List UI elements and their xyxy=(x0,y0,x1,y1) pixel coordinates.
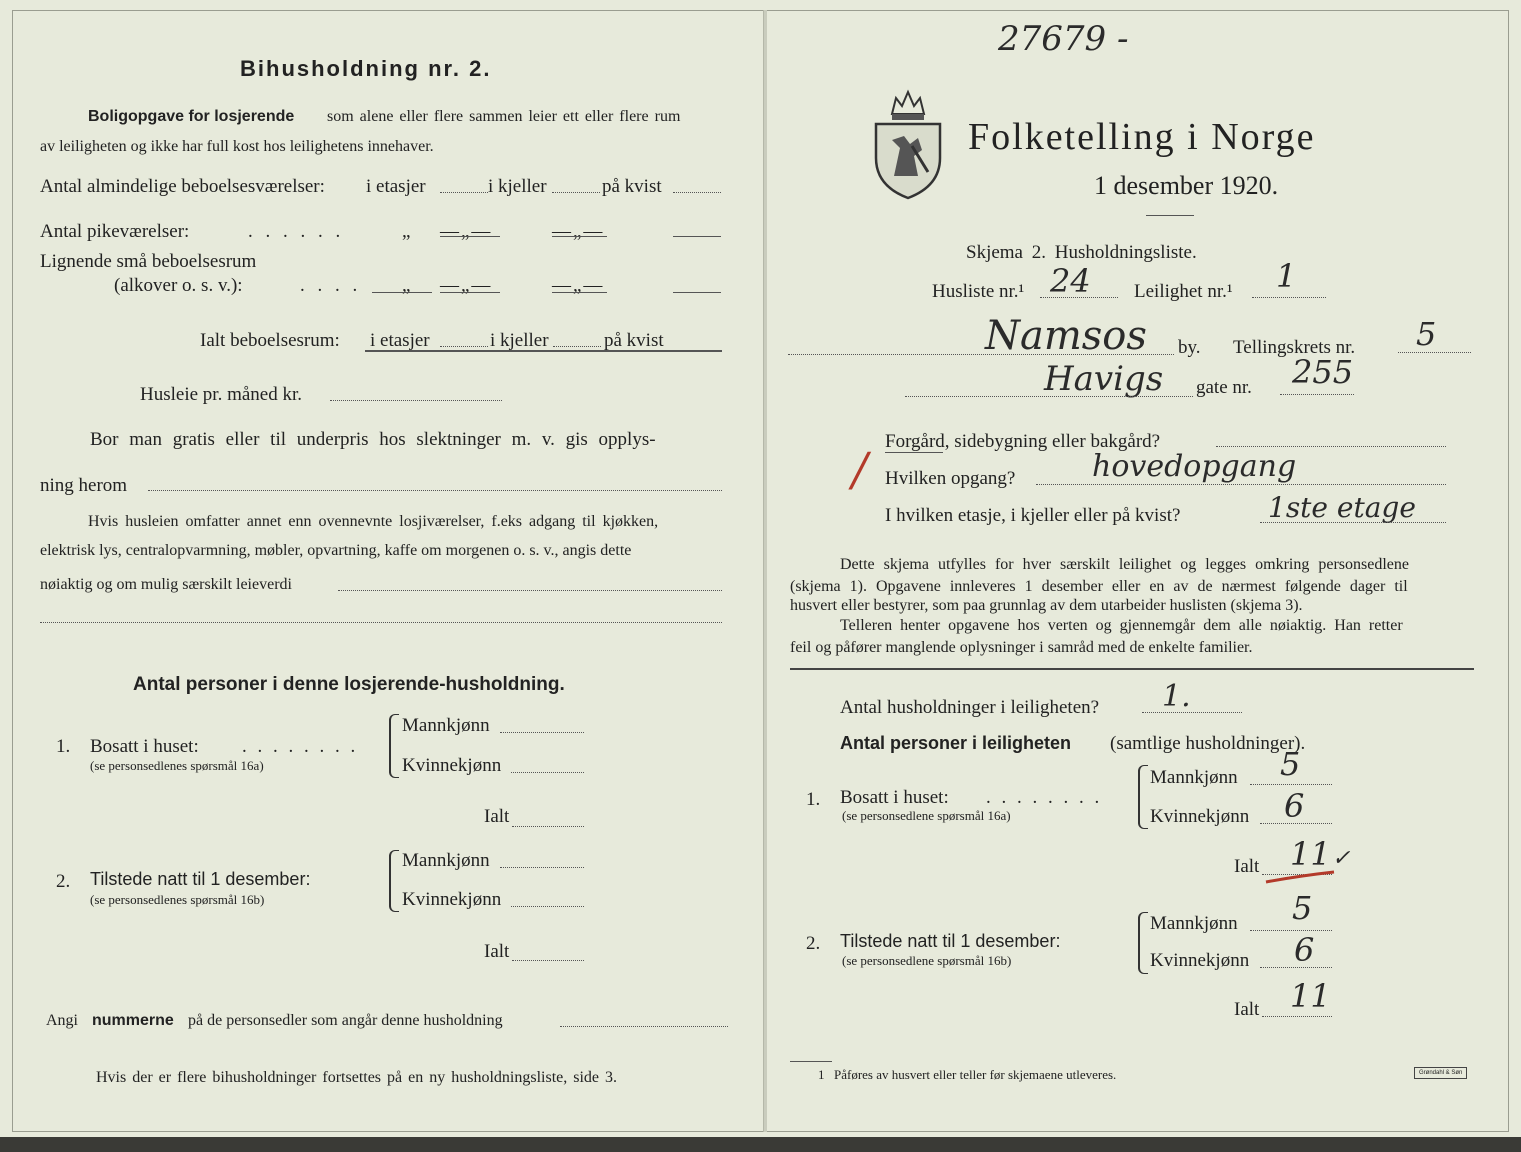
opgang-field[interactable] xyxy=(1036,484,1446,485)
page-fold xyxy=(763,10,767,1132)
intro-rest: som alene eller flere sammen leier ett eller flere rum xyxy=(327,108,681,125)
pike-ditto-2: —„— xyxy=(552,221,605,242)
bor-field[interactable] xyxy=(148,490,722,491)
husliste-value: 24 xyxy=(1050,262,1091,300)
hvis-field[interactable] xyxy=(338,590,722,591)
gate-field[interactable] xyxy=(905,396,1193,397)
archive-number: 27679 - xyxy=(998,19,1129,59)
left-q2-mann: Mannkjønn xyxy=(402,850,490,871)
ialt-kjeller-field[interactable] xyxy=(553,346,601,347)
right-q1-dots: . . . . . . . . xyxy=(986,787,1103,808)
left-q1-dots: . . . . . . . . xyxy=(242,736,359,757)
gate-nr-field[interactable] xyxy=(1280,394,1354,395)
right-persons-rest: (samtlige husholdninger). xyxy=(1110,733,1306,754)
right-q2-mann-field[interactable] xyxy=(1250,930,1332,931)
pike-label: Antal pikeværelser: xyxy=(40,221,190,242)
right-q2-label: Tilstede natt til 1 desember: xyxy=(840,931,1061,951)
left-q1-ialt-field[interactable] xyxy=(512,826,584,827)
leilighet-label: Leilighet nr.¹ xyxy=(1134,281,1233,302)
left-q2-mann-field[interactable] xyxy=(500,867,584,868)
by-field[interactable] xyxy=(788,354,1174,355)
printer-stamp: Grøndahl & Søn xyxy=(1414,1067,1467,1079)
right-date: 1 desember 1920. xyxy=(1094,171,1279,200)
right-q1-mann-value: 5 xyxy=(1280,745,1301,783)
etasje-value: 1ste etage xyxy=(1268,491,1416,524)
left-q2-label: Tilstede natt til 1 desember: xyxy=(90,869,311,889)
pike-ditto: „ xyxy=(402,221,411,242)
lignende-label-2: (alkover o. s. v.): xyxy=(114,275,243,296)
husliste-label: Husliste nr.¹ xyxy=(932,281,1025,302)
husleie-label: Husleie pr. måned kr. xyxy=(140,384,302,405)
right-q2-mann-value: 5 xyxy=(1292,889,1313,927)
ialt-etasjer-field[interactable] xyxy=(440,346,488,347)
by-label: by. xyxy=(1178,337,1201,358)
ialt-etasjer: i etasjer xyxy=(370,330,430,351)
right-q1-check: ✓ xyxy=(1332,846,1351,871)
rooms-etasjer: i etasjer xyxy=(366,176,426,197)
left-title: Bihusholdning nr. 2. xyxy=(240,56,492,81)
right-title: Folketelling i Norge xyxy=(968,116,1316,158)
lignende-field-2[interactable] xyxy=(552,292,607,293)
lignende-field-1[interactable] xyxy=(440,292,500,293)
right-q1-label: Bosatt i huset: xyxy=(840,787,949,808)
right-q1-brace xyxy=(1138,765,1148,829)
lignende-ditto-2: —„— xyxy=(552,275,605,296)
husliste-field[interactable] xyxy=(1040,297,1118,298)
husleie-field[interactable] xyxy=(330,400,502,401)
left-q1-mann-field[interactable] xyxy=(500,732,584,733)
pike-field-1[interactable] xyxy=(440,236,500,237)
footnote-num: 1 xyxy=(818,1067,825,1082)
pike-dots: . . . . . . xyxy=(248,221,345,242)
margin-check-mark: / xyxy=(852,442,868,496)
left-q2-num: 2. xyxy=(56,871,71,892)
right-q2-ialt-field[interactable] xyxy=(1262,1016,1332,1017)
krets-label: Tellingskrets nr. xyxy=(1233,337,1356,358)
left-q2-kvinne-field[interactable] xyxy=(511,906,584,907)
etasje-field[interactable] xyxy=(1260,522,1446,523)
rooms-etasjer-field[interactable] xyxy=(440,192,488,193)
right-q2-kvinne: Kvinnekjønn xyxy=(1150,950,1250,971)
right-q2-mann: Mannkjønn xyxy=(1150,913,1238,934)
right-q1-mann-field[interactable] xyxy=(1250,784,1332,785)
right-q1-ialt-value: 11 xyxy=(1290,835,1331,873)
right-q1-sub: (se personsedlene spørsmål 16a) xyxy=(842,808,1011,823)
left-q1-kvinne-field[interactable] xyxy=(511,772,584,773)
info-line1: Dette skjema utfylles for hver særskilt leilighet og legges omkring personsedlene xyxy=(840,556,1409,573)
intro-bold: Boligopgave for losjerende xyxy=(88,108,295,125)
lignende-field-3[interactable] xyxy=(673,292,721,293)
info-rule xyxy=(790,668,1474,670)
angi-pre: Angi xyxy=(46,1012,78,1029)
right-q2-ialt-value: 11 xyxy=(1290,977,1331,1015)
bor-line2: ning herom xyxy=(40,475,128,496)
lignende-dots: . . . . xyxy=(300,275,362,296)
lignende-field-0[interactable] xyxy=(372,292,432,293)
gate-nr-value: 255 xyxy=(1292,353,1354,391)
hush-field[interactable] xyxy=(1142,712,1242,713)
hush-value: 1. xyxy=(1162,679,1191,714)
angi-bold: nummerne xyxy=(92,1012,174,1029)
pike-field-2[interactable] xyxy=(552,236,607,237)
left-q1-kvinne: Kvinnekjønn xyxy=(402,755,502,776)
right-q2-ialt: Ialt xyxy=(1234,999,1260,1020)
hvis-line2: elektrisk lys, centralopvarmning, møbler, opvartning, kaffe om morgenen o. s. v., angis dette xyxy=(40,542,632,559)
left-q2-sub: (se personsedlenes spørsmål 16b) xyxy=(90,892,265,907)
right-q2-brace xyxy=(1138,912,1148,974)
left-q2-kvinne: Kvinnekjønn xyxy=(402,889,502,910)
right-q1-kvinne-field[interactable] xyxy=(1260,823,1332,824)
ialt-kjeller: i kjeller xyxy=(490,330,549,351)
left-q2-ialt: Ialt xyxy=(484,941,510,962)
angi-field[interactable] xyxy=(560,1026,728,1027)
angi-post: på de personsedler som angår denne husholdning xyxy=(188,1012,503,1029)
forgard-field[interactable] xyxy=(1216,446,1446,447)
krets-value: 5 xyxy=(1416,315,1437,353)
bor-line1: Bor man gratis eller til underpris hos slektninger m. v. gis opplys- xyxy=(90,429,656,450)
forgard-label: Forgård, sidebygning eller bakgård? xyxy=(885,431,1161,452)
opgang-label: Hvilken opgang? xyxy=(885,468,1016,489)
by-value: Namsos xyxy=(985,313,1147,359)
right-q1-num: 1. xyxy=(806,789,821,810)
right-q2-kvinne-value: 6 xyxy=(1294,931,1315,969)
left-q1-sub: (se personsedlenes spørsmål 16a) xyxy=(90,758,264,773)
rooms-kjeller-field[interactable] xyxy=(552,192,600,193)
right-q2-kvinne-field[interactable] xyxy=(1260,967,1332,968)
right-persons-bold: Antal personer i leiligheten xyxy=(840,733,1072,753)
right-q1-kvinne: Kvinnekjønn xyxy=(1150,806,1250,827)
coat-of-arms-icon xyxy=(870,84,946,202)
hvis-line1: Hvis husleien omfatter annet enn ovennevnte losjiværelser, f.eks adgang til kjøkken, xyxy=(88,513,659,530)
lignende-ditto-1: —„— xyxy=(440,275,493,296)
forgard-underline xyxy=(885,452,943,453)
right-q1-ialt: Ialt xyxy=(1234,856,1260,877)
hush-label: Antal husholdninger i leiligheten? xyxy=(840,697,1100,718)
gate-label: gate nr. xyxy=(1196,377,1252,398)
leilighet-value: 1 xyxy=(1276,257,1297,295)
info-line2: (skjema 1). Opgavene innleveres 1 desember eller en av de nærmest følgende dager til xyxy=(790,578,1408,595)
lignende-ditto: „ xyxy=(402,275,411,296)
ialt-rooms-label: Ialt beboelsesrum: xyxy=(200,330,340,351)
right-q1-kvinne-value: 6 xyxy=(1284,787,1305,825)
red-underline-mark xyxy=(1262,870,1338,886)
skjema-label: Skjema 2. Husholdningsliste. xyxy=(966,242,1197,263)
left-q1-label: Bosatt i huset: xyxy=(90,736,199,757)
left-q2-ialt-field[interactable] xyxy=(512,960,584,961)
footnote-text: Påføres av husvert eller teller før skjemaene utleveres. xyxy=(834,1067,1117,1082)
left-persons-title: Antal personer i denne losjerende-husholdning. xyxy=(133,674,565,695)
info-line3: husvert eller bestyrer, som paa grunnlag av dem utarbeider huslisten (skjema 3). xyxy=(790,597,1303,614)
date-rule xyxy=(1146,215,1194,216)
right-q2-sub: (se personsedlene spørsmål 16b) xyxy=(842,953,1012,968)
left-q1-brace xyxy=(389,714,399,778)
rooms-kvist: på kvist xyxy=(602,176,662,197)
left-q1-ialt: Ialt xyxy=(484,806,510,827)
pike-field-3[interactable] xyxy=(673,236,721,237)
footnote-rule xyxy=(790,1061,832,1062)
rooms-kvist-field[interactable] xyxy=(673,192,721,193)
rooms-label: Antal almindelige beboelsesværelser: xyxy=(40,176,325,197)
etasje-label: I hvilken etasje, i kjeller eller på kvist? xyxy=(885,505,1181,526)
krets-field[interactable] xyxy=(1398,352,1471,353)
left-q1-num: 1. xyxy=(56,736,71,757)
info-line5: feil og påfører manglende oplysninger i samråd med de enkelte familier. xyxy=(790,639,1253,656)
right-q1-mann: Mannkjønn xyxy=(1150,767,1238,788)
ialt-kvist: på kvist xyxy=(604,330,664,351)
left-q1-mann: Mannkjønn xyxy=(402,715,490,736)
hvis-field-2[interactable] xyxy=(40,622,722,623)
hvis-line3: nøiaktig og om mulig særskilt leieverdi xyxy=(40,576,292,593)
intro-line2: av leiligheten og ikke har full kost hos leilighetens innehaver. xyxy=(40,138,434,155)
gate-value: Havigs xyxy=(1044,359,1164,399)
opgang-value: hovedopgang xyxy=(1092,449,1297,484)
right-q2-num: 2. xyxy=(806,933,821,954)
info-line4: Telleren henter opgavene hos verten og gjennemgår dem alle nøiaktig. Han retter xyxy=(840,617,1403,634)
pike-ditto-1: —„— xyxy=(440,221,493,242)
left-q2-brace xyxy=(389,850,399,912)
ialt-rule xyxy=(365,350,722,352)
leilighet-field[interactable] xyxy=(1252,297,1326,298)
lignende-label-1: Lignende små beboelsesrum xyxy=(40,251,257,272)
left-footer: Hvis der er flere bihusholdninger fortsettes på en ny husholdningsliste, side 3. xyxy=(96,1069,618,1086)
rooms-kjeller: i kjeller xyxy=(488,176,547,197)
